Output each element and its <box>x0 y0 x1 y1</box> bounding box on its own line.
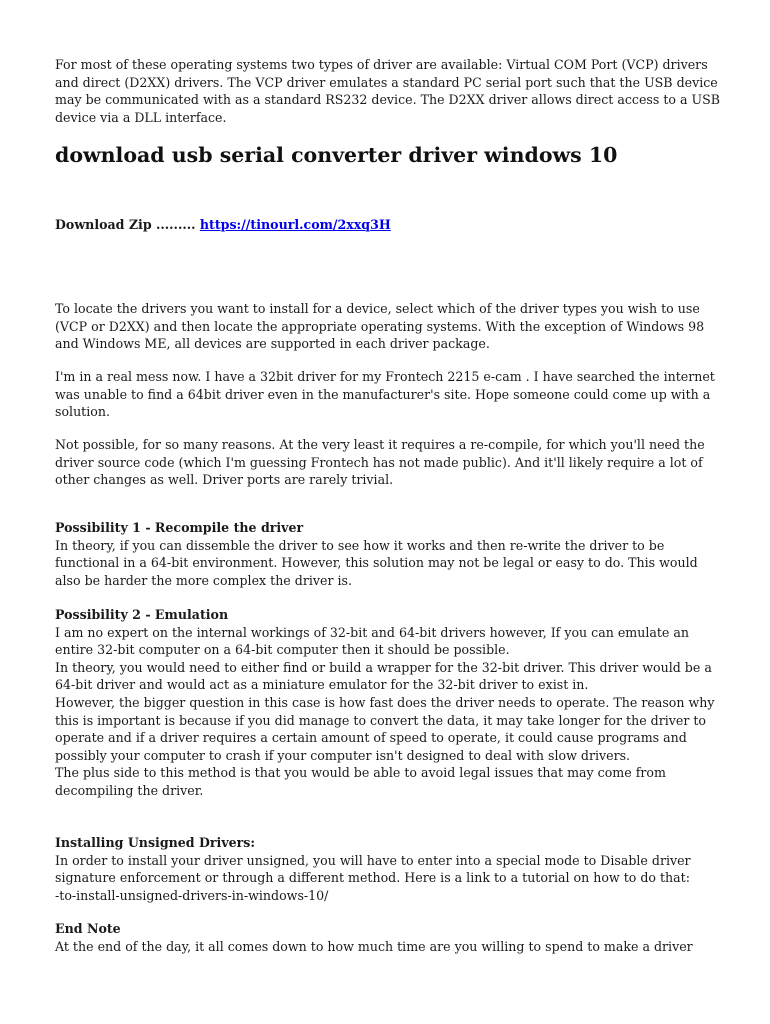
section-heading: End Note <box>55 921 121 936</box>
section-emulation <box>55 606 720 800</box>
section-heading: Installing Unsigned Drivers: <box>55 835 256 850</box>
section-text: In order to install your driver unsigned, you will have to enter into a special mode to Disable driver signature enforcement or through a different method. Here is a link to a tutorial on how to do that: <box>55 852 691 886</box>
section-heading: Possibility 2 - Emulation <box>55 607 229 622</box>
section-end-note <box>55 920 720 955</box>
page-title: download usb serial converter driver windows 10 <box>55 143 618 167</box>
intro-paragraph: For most of these operating systems two types of driver are available: Virtual COM Port (VCP) drivers and direct (D2XX) drivers. The VCP driver emulates a standard PC serial port such that the USB device may be communicated with as a standard RS232 device. The D2XX driver allows direct access to a USB device via a DLL interface. <box>55 57 721 125</box>
section-recompile <box>55 519 720 589</box>
section-heading: Possibility 1 - Recompile the driver <box>55 520 304 535</box>
section-text: In theory, you would need to either find or build a wrapper for the 32-bit driver. This driver would be a 64-bit driver and would act as a miniature emulator for the 32-bit driver to exist in. <box>55 659 712 693</box>
section-text: I am no expert on the internal workings of 32-bit and 64-bit drivers however, If you can emulate an entire 32-bit computer on a 64-bit computer then it should be possible. <box>55 624 690 658</box>
download-link[interactable]: https://tinourl.com/2xxq3H <box>199 217 391 232</box>
section-url-fragment: -to-install-unsigned-drivers-in-windows-10/ <box>55 887 329 903</box>
section-text: The plus side to this method is that you would be able to avoid legal issues that may come from decompiling the driver. <box>55 765 666 798</box>
section-text: However, the bigger question in this case is how fast does the driver needs to operate. The reason why this is important is because if you did manage to convert the data, it may take longer for the driver to operate and if a driver requires a certain amount of speed to operate, it could cause programs and possibly your computer to crash if your computer isn't designed to deal with slow drivers. <box>55 694 715 763</box>
section-text: In theory, if you can dissemble the driver to see how it works and then re-write the driver to be functional in a 64-bit environment. However, this solution may not be legal or easy to do. This would also be harder the more complex the driver is. <box>55 537 698 588</box>
section-text: At the end of the day, it all comes down to how much time are you willing to spend to make a driver <box>55 938 693 954</box>
paragraph-not-possible: Not possible, for so many reasons. At the very least it requires a re-compile, for which you'll need the driver source code (which I'm guessing Frontech has not made public). And it'll likely require a lot of other changes as well. Driver ports are rarely trivial. <box>55 437 705 488</box>
download-line <box>55 216 720 234</box>
paragraph-locate-drivers: To locate the drivers you want to install for a device, select which of the driver types you wish to use (VCP or D2XX) and then locate the appropriate operating systems. With the exception of Windows 98 and Windows ME, all devices are supported in each driver package. <box>55 301 705 352</box>
download-label: Download Zip ......... <box>55 217 200 232</box>
section-unsigned-drivers <box>55 834 720 904</box>
paragraph-real-mess: I'm in a real mess now. I have a 32bit driver for my Frontech 2215 e-cam . I have searched the internet was unable to find a 64bit driver even in the manufacturer's site. Hope someone could come up with a solution. <box>55 369 715 420</box>
